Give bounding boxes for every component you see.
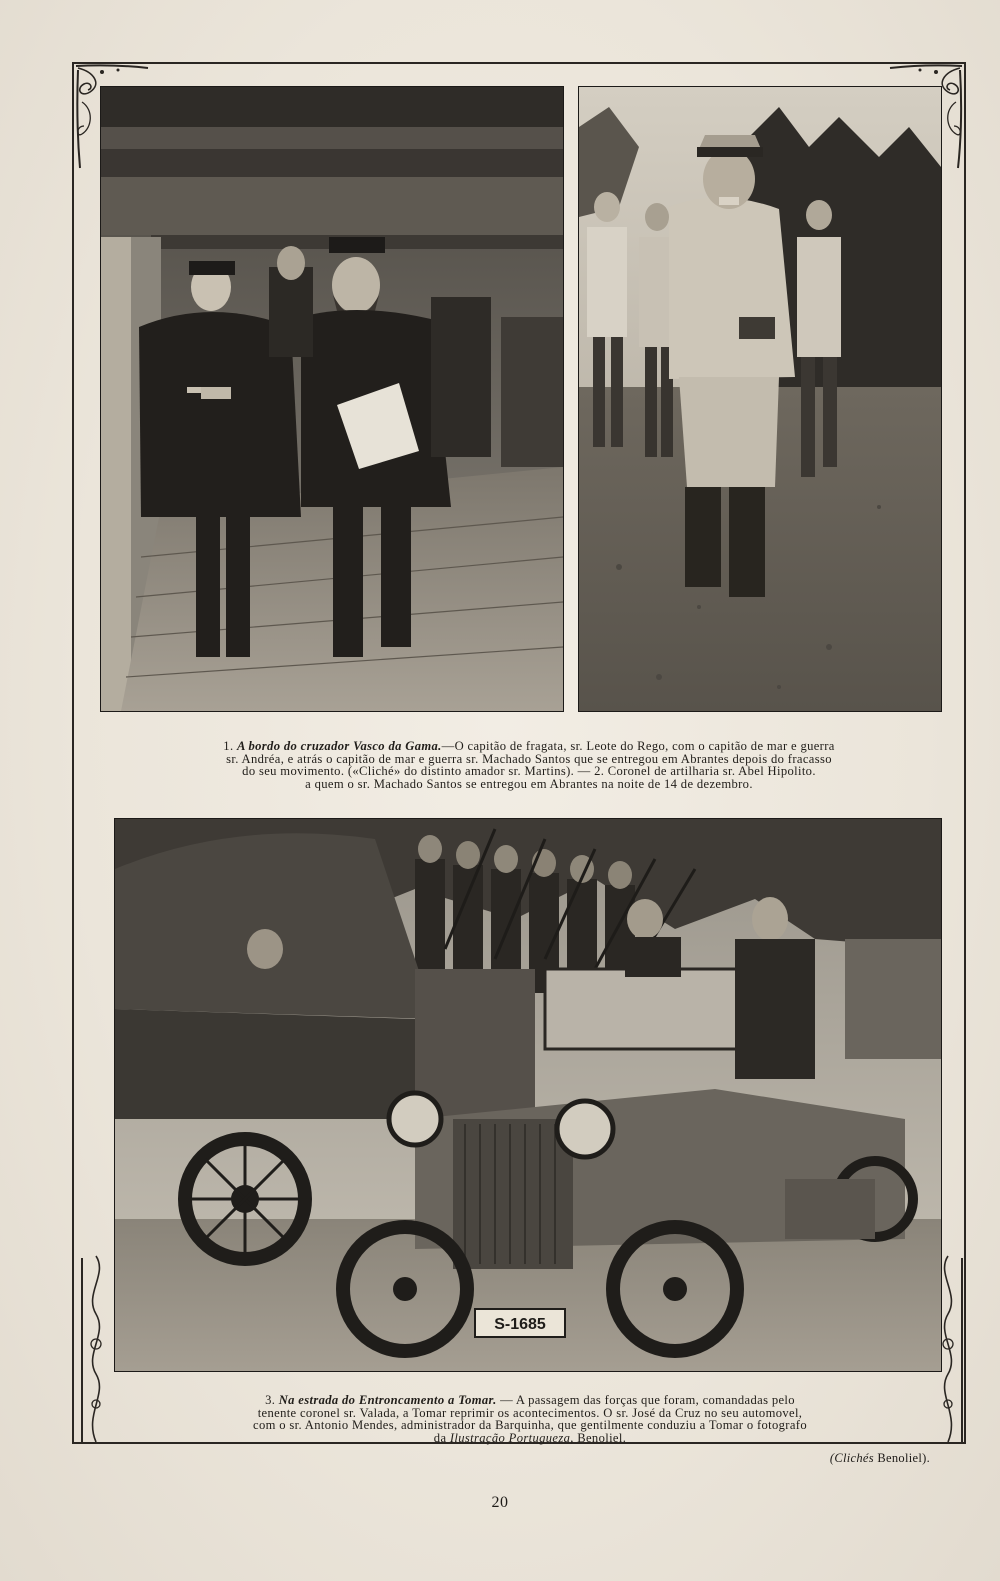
caption-1-number: 1. — [223, 739, 234, 753]
photo-credit-name: Benoliel). — [877, 1451, 930, 1465]
photo-cruiser-deck-officers — [100, 86, 564, 712]
photo-credit-italic: (Clichés — [829, 1451, 874, 1465]
caption-3-line-4-pre: da — [433, 1430, 447, 1445]
license-plate: S-1685 — [494, 1316, 546, 1333]
caption-1-line-1: —O capitão de fragata, sr. Leote do Rego, com o capitão de mar e guerra — [441, 739, 835, 753]
photo-artillery-colonel — [578, 86, 942, 712]
caption-1-line-2: sr. Andréa, e atrás o capitão de mar e guerra sr. Machado Santos que se entregou em Abrantes depois do fracasso — [226, 751, 832, 766]
caption-3-publication-name: Ilustração Portugueza, — [449, 1430, 574, 1445]
caption-3-line-4-post: Benoliel. — [577, 1430, 627, 1445]
caption-photos-1-2 — [118, 740, 940, 790]
caption-1-line-4: a quem o sr. Machado Santos se entregou em Abrantes na noite de 14 de dezembro. — [305, 776, 753, 791]
caption-3-title: Na estrada do Entroncamento a Tomar. — [278, 1393, 497, 1407]
caption-1-line-3: do seu movimento. («Cliché» do distinto amador sr. Martins). — 2. Coronel de artilharia sr. Abel Hipolito. — [242, 764, 816, 778]
caption-3-line-3: com o sr. Antonio Mendes, administrador da Barquinha, que gentilmente conduziu a Tomar o fotografo — [253, 1418, 807, 1432]
caption-3-line-1: — A passagem das forças que foram, comandadas pelo — [500, 1393, 795, 1407]
page-number: 20 — [491, 1494, 509, 1511]
photo-credit — [830, 1451, 930, 1466]
corner-ornament-bottom-left — [78, 1254, 114, 1444]
caption-1-title: A bordo do cruzador Vasco da Gama. — [236, 739, 442, 753]
caption-photo-3 — [140, 1394, 920, 1444]
caption-3-line-2: tenente coronel sr. Valada, a Tomar reprimir os acontecimentos. O sr. José da Cruz no seu automovel, — [257, 1405, 803, 1420]
caption-3-number: 3. — [265, 1393, 276, 1407]
photo-road-entroncamento-tomar — [114, 818, 942, 1372]
